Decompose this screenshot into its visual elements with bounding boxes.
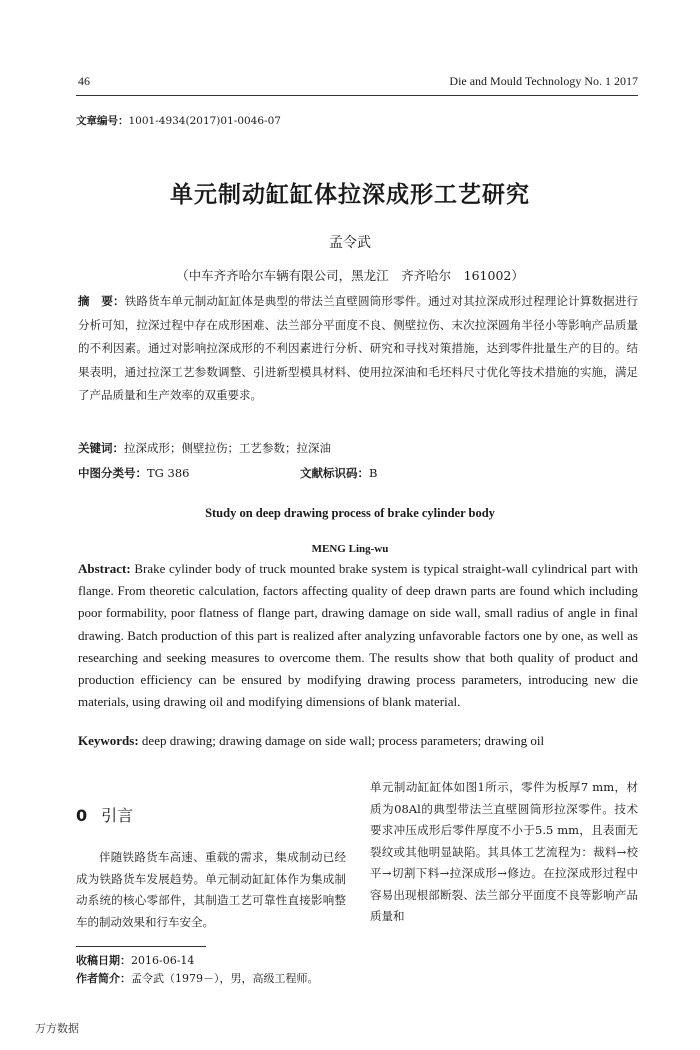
paper-title: 单元制动缸缸体拉深成形工艺研究 <box>170 182 530 208</box>
header-rule <box>76 95 638 96</box>
doc-code-value: B <box>369 466 378 480</box>
intro-right-column: 单元制动缸缸体如图1所示，零件为板厚7 mm，材质为08Al的典型带法兰直壁圆筒形拉深零件。技术要求冲压成形后零件厚度不小于5.5 mm，且表面无裂纹或其他明显缺陷。其具体工艺流程为：裁料→校平→切割下料→拉深成形→修边。在拉深成形过程中容易出现根部断裂、法兰部分平面度不良等影响产品质量和 <box>370 780 638 923</box>
keywords-en-label: Keywords: <box>78 733 139 748</box>
abstract-en-text: Brake cylinder body of truck mounted brake system is typical straight-wall cylindrical part with flange. From theoretic calculation, factors affecting quality of deep drawn parts are found which including poor formability, poor flatness of flange part, drawing damage on side wall, small radius of angle in final drawing. Batch production of this part is realized after analyzing unfavorable factors one by one, as well as researching and seeking measures to overcome them. The results show that both quality of product and production efficiency can be ensured by modifying drawing process parameters, introducing new die materials, using drawing oil and modifying dimensions of blank material. <box>78 561 638 710</box>
article-number-value: 1001-4934(2017)01-0046-07 <box>128 115 281 127</box>
abstract-zh-text: 铁路货车单元制动缸缸体是典型的带法兰直壁圆筒形零件。通过对其拉深成形过程理论计算数据进行分析可知，拉深过程中存在成形困难、法兰部分平面度不良、侧壁拉伤、末次拉深圆角半径小等影响产品质量的不利因素。通过对影响拉深成形的不利因素进行分析、研究和寻找对策措施，达到零件批量生产的目的。结果表明，通过拉深工艺参数调整、引进新型模具材料、使用拉深油和毛坯料尺寸优化等技术措施的实施，满足了产品质量和生产效率的双重要求。 <box>78 294 639 402</box>
keywords-zh <box>78 437 638 461</box>
abstract-zh <box>78 290 638 408</box>
clc-value: TG 386 <box>147 466 190 480</box>
keywords-zh-label: 关键词： <box>78 441 124 455</box>
footnote-rule <box>76 946 206 947</box>
keywords-en-text: deep drawing; drawing damage on side wall; process parameters; drawing oil <box>141 733 545 748</box>
section-number: 0 <box>76 806 88 825</box>
page-number: 46 <box>78 74 90 88</box>
paper-title-en: Study on deep drawing process of brake cylinder body <box>205 506 495 520</box>
article-number <box>76 113 281 128</box>
source-watermark: 万方数据 <box>35 1022 79 1035</box>
abstract-zh-label: 摘 要： <box>78 294 125 308</box>
abstract-en <box>78 558 638 713</box>
footnote-author-bio <box>76 970 319 988</box>
section-heading-intro <box>76 803 133 826</box>
clc-label: 中图分类号： <box>78 466 147 480</box>
article-number-label: 文章编号： <box>76 115 129 127</box>
bio-value: 孟令武（1979－），男，高级工程师。 <box>131 972 319 985</box>
keywords-zh-text: 拉深成形；侧壁拉伤；工艺参数；拉深油 <box>124 441 331 455</box>
abstract-en-label: Abstract: <box>78 561 131 576</box>
doc-code-label: 文献标识码： <box>300 466 369 480</box>
classification-line <box>78 462 638 486</box>
section-title: 引言 <box>101 806 134 825</box>
author-name: 孟令武 <box>329 235 371 251</box>
received-label: 收稿日期： <box>76 954 131 967</box>
author-name-en: MENG Ling-wu <box>311 543 389 555</box>
intro-left-column: 伴随铁路货车高速、重载的需求，集成制动已经成为铁路货车发展趋势。单元制动缸缸体作为集成制动系统的核心零部件，其制造工艺可靠性直接影响整车的制动效果和行车安全。 <box>76 850 346 929</box>
author-affiliation: （中车齐齐哈尔车辆有限公司，黑龙江 齐齐哈尔 161002） <box>176 268 524 283</box>
bio-label: 作者简介： <box>76 972 131 985</box>
received-value: 2016-06-14 <box>131 954 195 967</box>
keywords-en <box>78 730 640 752</box>
footnote-received <box>76 952 194 970</box>
journal-header: Die and Mould Technology No. 1 2017 <box>449 74 638 88</box>
